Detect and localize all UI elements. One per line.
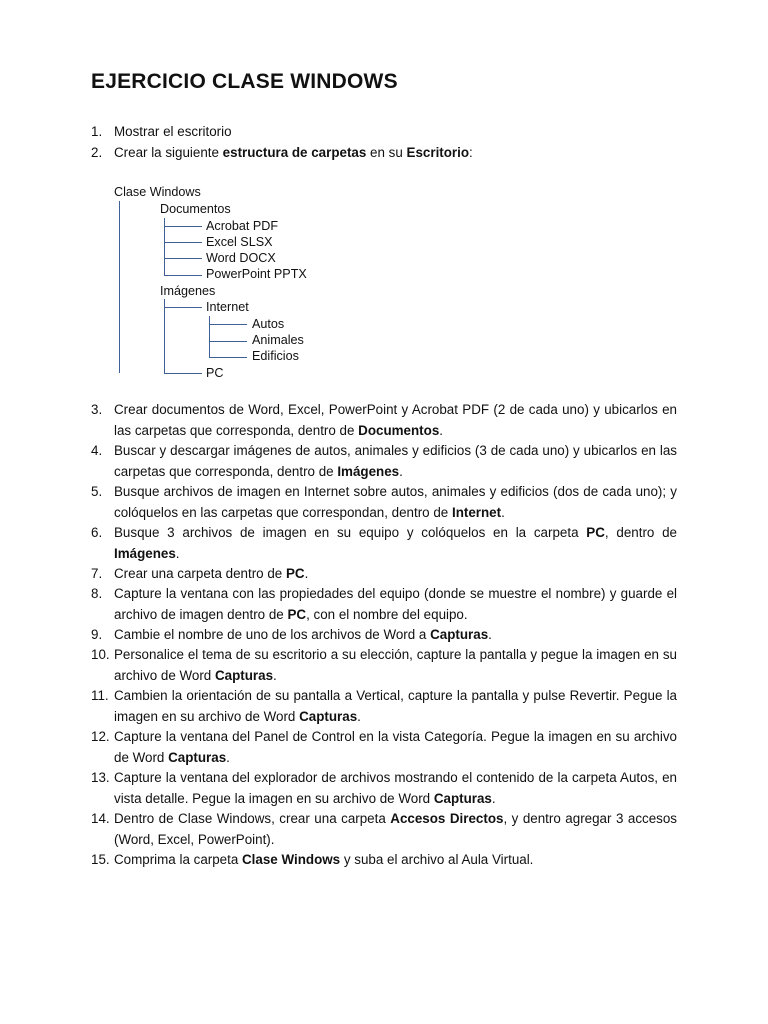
text-run: Buscar y descargar imágenes de autos, animales y edificios (3 de cada uno) y ubicarlos en las carpetas que corresponda, dentro de: [114, 443, 677, 479]
text-run: .: [491, 790, 496, 806]
tree-node-documentos: Documentos: [160, 202, 231, 216]
list-item: [91, 441, 677, 482]
text-run: Cambien la orientación de su pantalla a Vertical, capture la pantalla y pulse Revertir. Pegue la imagen en su archivo de Word: [114, 688, 677, 724]
tree-branch-word: [164, 258, 202, 259]
text-run: , y dentro agregar 3 accesos (Word, Excel, PowerPoint).: [114, 811, 677, 847]
bold-term: Capturas: [299, 708, 358, 724]
list-item-number: 3.: [91, 402, 103, 417]
tree-line-internet: [209, 316, 210, 358]
text-run: .: [273, 667, 277, 683]
list-item: [91, 625, 677, 646]
text-run: .: [439, 422, 444, 438]
list-item-number: 12.: [91, 729, 110, 744]
text-run: .: [501, 504, 505, 520]
list-item-number: 11.: [91, 688, 109, 703]
text-run: Crear la siguiente: [114, 145, 223, 160]
tree-node-autos: Autos: [252, 317, 285, 331]
list-item-number: 13.: [91, 770, 110, 785]
list-item-text: [114, 625, 677, 646]
list-item-number: 10.: [91, 647, 110, 662]
bold-term: PC: [586, 525, 605, 540]
list-item-text: [114, 645, 677, 686]
tree-branch-edificios: [209, 357, 247, 358]
tree-branch-powerpoint: [164, 275, 202, 276]
list-item-text: [114, 523, 677, 564]
list-item-number: 15.: [91, 852, 110, 867]
tree-line-root: [119, 201, 120, 373]
list-item-text: [114, 400, 677, 441]
tree-node-internet: Internet: [206, 300, 249, 314]
tree-branch-autos: [209, 324, 247, 325]
text-run: .: [488, 627, 492, 642]
text-run: Comprima la carpeta: [114, 852, 243, 867]
text-run: Dentro de Clase Windows, crear una carpeta: [114, 811, 391, 826]
list-item-number: 9.: [91, 627, 103, 642]
list-item: [91, 482, 677, 523]
bold-term: Escritorio: [406, 145, 470, 160]
text-run: .: [226, 749, 230, 765]
text-run: Capture la ventana del Panel de Control en la vista Categoría. Pegue la imagen en su archivo de Word: [114, 729, 677, 765]
list-item: [91, 584, 677, 625]
bold-term: Imágenes: [337, 463, 400, 479]
tree-line-imagenes: [164, 299, 165, 373]
list-item: [91, 727, 677, 768]
list-item-text: [114, 482, 677, 523]
tree-branch-internet: [164, 307, 202, 308]
tree-branch-acrobat: [164, 226, 202, 227]
bold-term: Capturas: [433, 790, 492, 806]
bold-term: PC: [285, 566, 305, 581]
list-item-text: [114, 850, 677, 871]
bold-term: Clase Windows: [242, 852, 341, 867]
list-item-number: 4.: [91, 443, 103, 458]
tree-node-clase-windows: Clase Windows: [114, 185, 201, 199]
text-run: Crear documentos de Word, Excel, PowerPoint y Acrobat PDF (2 de cada uno) y ubicarlos en las carpetas que corresponda, dentro de: [114, 402, 677, 438]
list-item: [91, 564, 677, 585]
list-item-number: 14.: [91, 811, 110, 826]
list-item-number: 7.: [91, 566, 103, 581]
list-item: [91, 850, 677, 871]
text-run: en su: [366, 145, 407, 160]
text-run: Cambie el nombre de uno de los archivos de Word a: [114, 627, 431, 642]
text-run: :: [469, 145, 473, 160]
text-run: , dentro de: [604, 525, 677, 540]
text-run: .: [399, 463, 403, 479]
tree-node-powerpoint-pptx: PowerPoint PPTX: [206, 267, 307, 281]
text-run: Mostrar el escritorio: [114, 124, 232, 139]
list-item: [91, 523, 677, 564]
list-item: [91, 809, 677, 850]
list-item-text: [114, 564, 677, 585]
list-item-number: 1.: [91, 124, 103, 139]
tree-branch-excel: [164, 242, 202, 243]
list-item-number: 8.: [91, 586, 103, 601]
list-item-text: [114, 727, 677, 768]
tree-node-excel-slsx: Excel SLSX: [206, 235, 273, 249]
tree-node-edificios: Edificios: [252, 349, 299, 363]
bold-term: Documentos: [358, 422, 440, 438]
text-run: Capture la ventana del explorador de archivos mostrando el contenido de la carpeta Autos, en vista detalle. Pegue la imagen en su archivo de Word: [114, 770, 677, 806]
list-item: [91, 400, 677, 441]
tree-branch-animales: [209, 341, 247, 342]
tree-node-acrobat-pdf: Acrobat PDF: [206, 219, 279, 233]
bold-term: Capturas: [168, 749, 227, 765]
list-item-number: 2.: [91, 145, 103, 160]
list-item-number: 6.: [91, 525, 103, 540]
list-item-text: [114, 584, 677, 625]
text-run: .: [175, 545, 180, 561]
list-item: [91, 686, 677, 727]
text-run: Personalice el tema de su escritorio a su elección, capture la pantalla y pegue la imagen en su archivo de Word: [114, 647, 677, 683]
list-item-number: 5.: [91, 484, 103, 499]
list-item-text: [114, 809, 677, 850]
text-run: Busque 3 archivos de imagen en su equipo y colóquelos en la carpeta: [114, 525, 587, 540]
text-run: .: [357, 708, 361, 724]
text-run: .: [304, 566, 309, 581]
bold-term: Accesos Directos: [390, 811, 504, 826]
tree-node-animales: Animales: [252, 333, 304, 347]
tree-node-imagenes: Imágenes: [160, 284, 216, 298]
text-run: Capture la ventana con las propiedades del equipo (donde se muestre el nombre) y guarde el archivo de imagen dentro de: [114, 586, 677, 622]
tree-node-word-docx: Word DOCX: [206, 251, 276, 265]
list-item-text: [114, 686, 677, 727]
bold-term: Internet: [451, 504, 502, 520]
document-title: EJERCICIO CLASE WINDOWS: [91, 70, 398, 93]
bold-term: estructura de carpetas: [222, 145, 367, 160]
text-run: Crear una carpeta dentro de: [114, 566, 286, 581]
bold-term: Capturas: [214, 667, 274, 683]
list-item-text: [114, 768, 677, 809]
list-item: [91, 768, 677, 809]
bold-term: Capturas: [430, 627, 489, 642]
tree-branch-pc: [164, 373, 202, 374]
text-run: Busque archivos de imagen en Internet sobre autos, animales y edificios (dos de cada uno); y colóquelos en las carpetas que correspondan, dentro de: [114, 484, 677, 520]
list-item-text: [114, 441, 677, 482]
tree-node-pc: PC: [206, 366, 224, 380]
bold-term: PC: [287, 606, 307, 622]
list-item: [91, 645, 677, 686]
text-run: y suba el archivo al Aula Virtual.: [340, 852, 534, 867]
bold-term: Imágenes: [114, 545, 176, 561]
text-run: , con el nombre del equipo.: [306, 606, 468, 622]
